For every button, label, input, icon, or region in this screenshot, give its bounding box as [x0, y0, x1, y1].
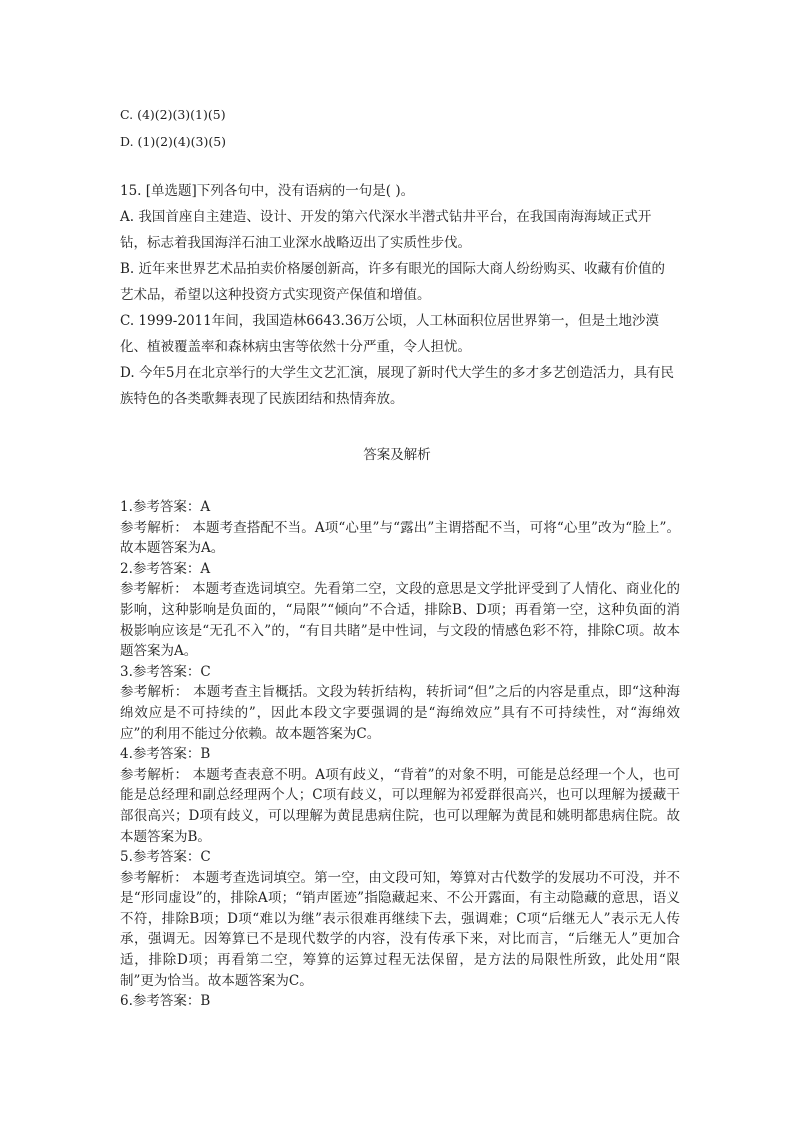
option-b: B. 近年来世界艺术品拍卖价格屡创新高，许多有眼光的国际大商人纷纷购买、收藏有价值的艺术品，希望以这种投资方式实现资产保值和增值。 — [120, 261, 666, 303]
section-title: 答案及解析 — [363, 447, 431, 463]
option-c: C. 1999-2011年间，我国造林6643.36万公顷，人工林面积位居世界第一，但是土地沙漠化、植被覆盖率和森林病虫害等依然十分严重，令人担忧。 — [120, 313, 660, 355]
answer-line: 3.参考答案：C — [120, 663, 211, 680]
question-stem: 15. [单选题]下列各句中，没有语病的一句是( )。 — [120, 183, 415, 199]
answers-section — [120, 497, 680, 1012]
answer-line: 2.参考答案：A — [120, 560, 211, 577]
explanation-text: 参考解析： 本题考查选词填空。先看第二空，文段的意思是文学批评受到了人情化、商业化的影响，这种影响是负面的，“局限”“倾向”不合适，排除B、D项；再看第一空，这种负面的消极影响应该是“无孔不入”的，“有目共睹”是中性词，与文段的情感色彩不符，排除C项。故本题答案为A。 — [120, 581, 680, 660]
explanation-text: 参考解析： 本题考查选词填空。第一空，由文段可知，筹算对古代数学的发展功不可没，并不是“形同虚设”的，排除A项；“销声匿迹”指隐藏起来、不公开露面，有主动隐藏的意思，语义不符，排除B项；D项“难以为继”表示很难再继续下去，强调难；C项“后继无人”表示无人传承，强调无。因筹算已不是现代数学的内容，没有传承下来，对比而言，“后继无人”更加合适，排除D项；再看第二空，筹算的运算过程无法保留，是方法的局限性所致，此处用“限制”更为恰当。故本题答案为C。 — [120, 869, 680, 989]
answer-line: 4.参考答案：B — [120, 746, 211, 763]
option-d: D. 今年5月在北京举行的大学生文艺汇演，展现了新时代大学生的多才多艺创造活力，具有民族特色的各类歌舞表现了民族团结和热情奔放。 — [120, 365, 675, 407]
answer-line: 5.参考答案：C — [120, 849, 211, 866]
explanation-text: 参考解析： 本题考查主旨概括。文段为转折结构，转折词“但”之后的内容是重点，即“这种海绵效应是不可持续的”，因此本段文字要强调的是“海绵效应”具有不可持续性，对“海绵效应”的利用不能过分依赖。故本题答案为C。 — [120, 684, 680, 742]
prev-option-d: D. (1)(2)(4)(3)(5) — [120, 134, 227, 149]
answer-line: 1.参考答案：A — [120, 499, 211, 515]
answer-line: 6.参考答案：B — [120, 993, 211, 1010]
explanation-text: 参考解析： 本题考查搭配不当。A项“心里”与“露出”主谓搭配不当，可将“心里”改为“脸上”。故本题答案为A。 — [120, 519, 680, 557]
explanation-text: 参考解析： 本题考查表意不明。A项有歧义，“背着”的对象不明，可能是总经理一个人，也可能是总经理和副总经理两个人；C项有歧义，可以理解为祁爱群很高兴，也可以理解为援藏干部很高兴；D项有歧义，可以理解为黄昆患病住院，也可以理解为黄昆和姚明都患病住院。故本题答案为B。 — [120, 766, 680, 845]
prev-option-c: C. (4)(2)(3)(1)(5) — [120, 107, 226, 122]
question-15 — [120, 178, 675, 412]
option-a: A. 我国首座自主建造、设计、开发的第六代深水半潜式钻井平台，在我国南海海域正式开钻，标志着我国海洋石油工业深水战略迈出了实质性步伐。 — [120, 209, 652, 251]
